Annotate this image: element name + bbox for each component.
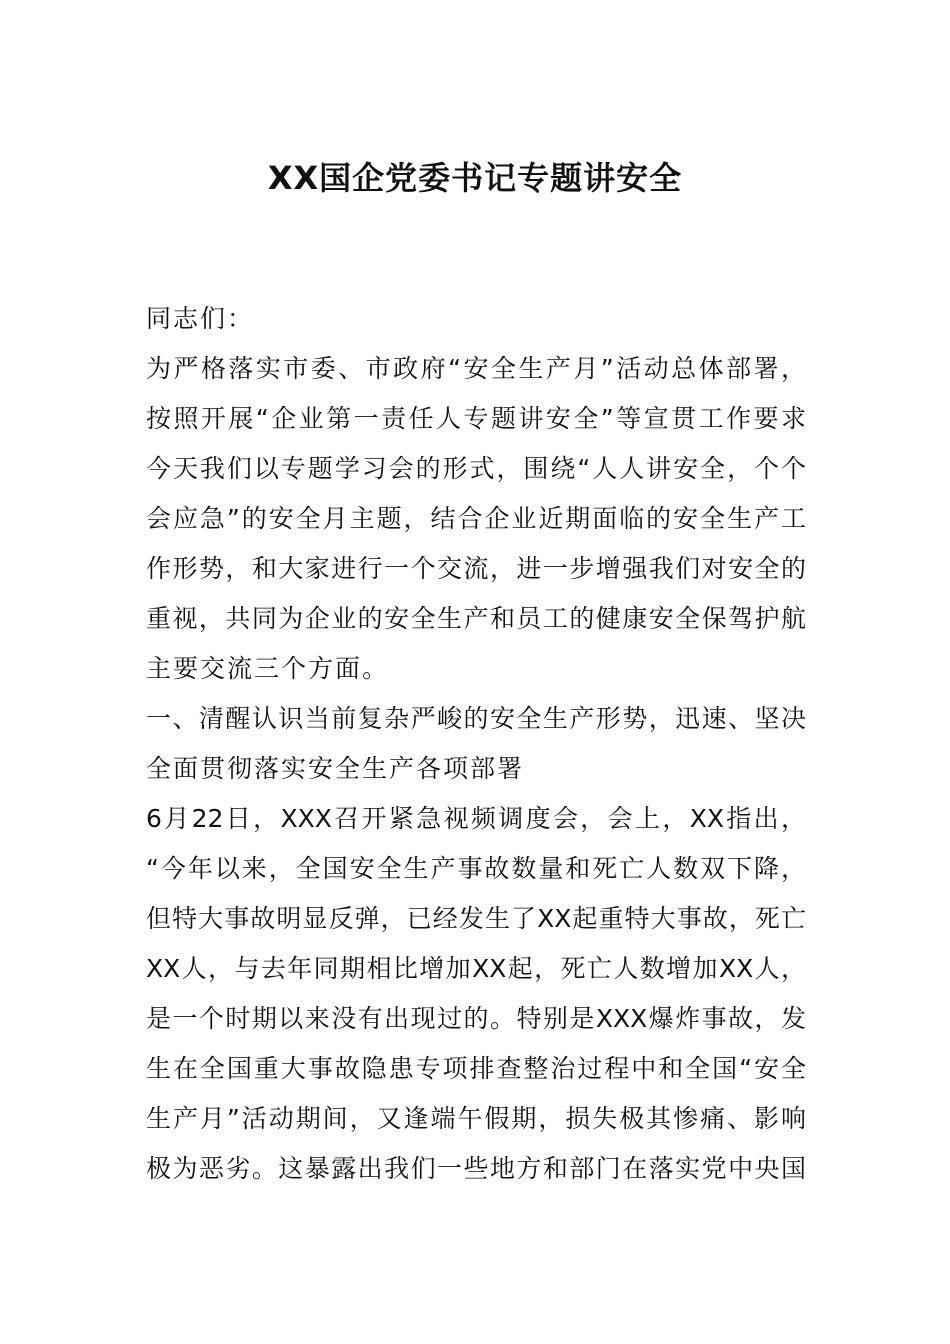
paragraph-line: 生产月”活动期间，又逢端午假期，损失极其惨痛、影响	[146, 1104, 806, 1133]
paragraph-line: 按照开展“企业第一责任人专题讲安全”等宣贯工作要求	[146, 404, 806, 433]
paragraph-line: 今天我们以专题学习会的形式，围绕“人人讲安全，个个	[146, 454, 806, 483]
document-body	[146, 297, 806, 1197]
paragraph-line: 但特大事故明显反弹，已经发生了XX起重特大事故，死亡	[146, 904, 806, 933]
paragraph-line: 作形势，和大家进行一个交流，进一步增强我们对安全的	[146, 554, 806, 583]
section-heading-line: 一、清醒认识当前复杂严峻的安全生产形势，迅速、坚决	[146, 704, 806, 733]
salutation-line: 同志们：	[146, 304, 255, 333]
document-title: XX国企党委书记专题讲安全	[267, 159, 683, 197]
paragraph-line: 极为恶劣。这暴露出我们一些地方和部门在落实党中央国	[146, 1154, 806, 1183]
paragraph-line: XX人，与去年同期相比增加XX起，死亡人数增加XX人，	[146, 954, 806, 983]
paragraph-line: “今年以来，全国安全生产事故数量和死亡人数双下降，	[146, 854, 806, 883]
paragraph-line: 生在全国重大事故隐患专项排查整治过程中和全国“安全	[146, 1054, 806, 1083]
paragraph-line: 6月22日，XXX召开紧急视频调度会，会上，XX指出，	[146, 804, 806, 833]
paragraph-line: 重视，共同为企业的安全生产和员工的健康安全保驾护航	[146, 604, 806, 633]
paragraph-line: 是一个时期以来没有出现过的。特别是XXX爆炸事故，发	[146, 1004, 806, 1033]
section-heading-line: 全面贯彻落实安全生产各项部署	[146, 754, 525, 783]
paragraph-line: 为严格落实市委、市政府“安全生产月”活动总体部署，	[146, 354, 806, 383]
paragraph-line: 会应急”的安全月主题，结合企业近期面临的安全生产工	[146, 504, 806, 533]
paragraph-line: 主要交流三个方面。	[146, 654, 390, 683]
